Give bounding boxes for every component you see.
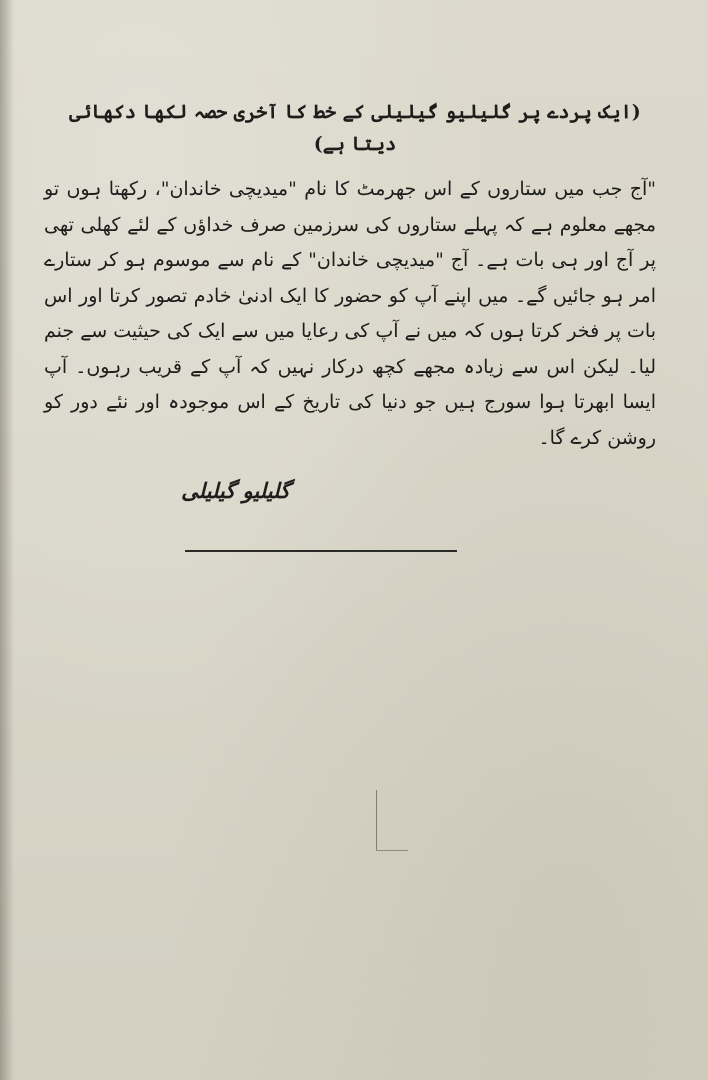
paper-mark bbox=[376, 790, 377, 850]
horizontal-divider bbox=[185, 550, 457, 552]
stage-direction-heading: (ایک پردے پر گلیلیو گیلیلی کے خط کا آخری حصہ لکھا دکھائی دیتا ہے) bbox=[69, 101, 641, 155]
letter-body bbox=[44, 172, 656, 456]
letter-paragraph: "آج جب میں ستاروں کے اس جھرمٹ کا نام "میدیچی خاندان"، رکھتا ہوں تو مجھے معلوم ہے کہ پہلے ستاروں کی سرزمین صرف خداؤں کے لئے کھلی تھی پر آج اور ہی بات ہے۔ آج "میدیچی خاندان" کے نام سے موسوم ہو کر ستارے امر ہو جائیں گے۔ میں اپنے آپ کو حضور کا ایک ادنیٰ خادم تصور کرتا اور اس بات پر فخر کرتا ہوں کہ میں نے آپ کی رعایا میں سے ایک کی حیثیت سے جنم لیا۔ لیکن اس سے زیادہ مجھے کچھ درکار نہیں کہ آپ کے قریب رہوں۔ آپ ایسا ابھرتا ہوا سورج ہیں جو دنیا کی تاریخ کے اس موجودہ اور نئے دور کو روشن کرے گا۔ bbox=[44, 178, 656, 449]
paper-mark bbox=[376, 850, 408, 851]
letter-signature: گلیلیو گیلیلی bbox=[181, 478, 290, 503]
